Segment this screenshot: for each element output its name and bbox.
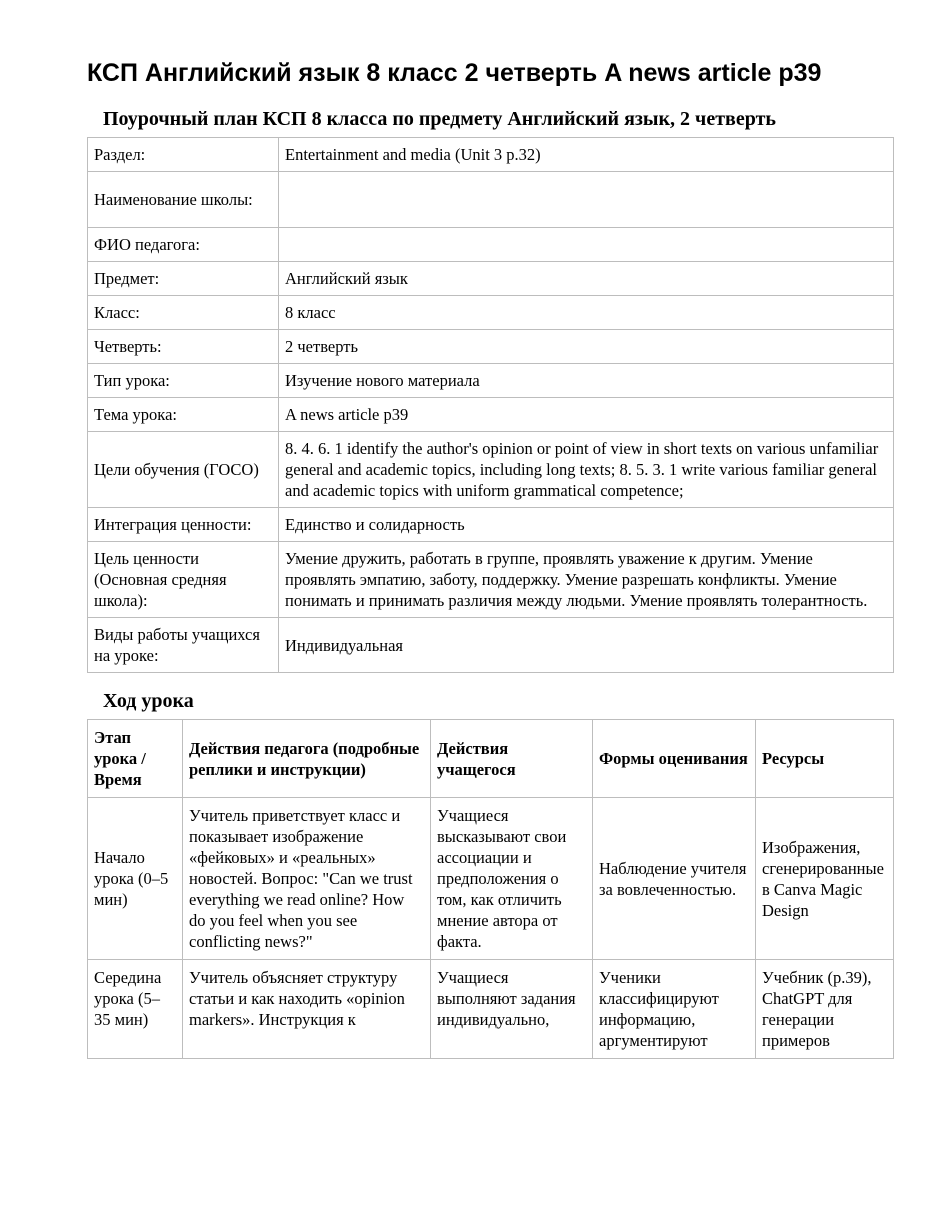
lesson-cell: Начало урока (0–5 мин) [88, 798, 183, 960]
info-label: Интеграция ценности: [88, 508, 279, 542]
info-label: Виды работы учащихся на уроке: [88, 618, 279, 673]
info-value: Единство и солидарность [279, 508, 894, 542]
info-row [88, 508, 894, 542]
info-value: Индивидуальная [279, 618, 894, 673]
lesson-cell: Учитель приветствует класс и показывает изображение «фейковых» и «реальных» новостей. Вопрос: "Can we trust everything we read online? How do you feel when you see conflicting news?" [183, 798, 431, 960]
info-value: 8 класс [279, 296, 894, 330]
info-row [88, 542, 894, 618]
info-value: 8. 4. 6. 1 identify the author's opinion or point of view in short texts on various unfamiliar general and academic topics, including long texts; 8. 5. 3. 1 write various familiar general and academic topics with uniform grammatical competence; [279, 432, 894, 508]
plan-title: Поурочный план КСП 8 класса по предмету Английский язык, 2 четверть [103, 108, 776, 130]
info-row [88, 172, 894, 228]
lesson-table [87, 719, 894, 1059]
info-row [88, 398, 894, 432]
info-value [279, 228, 894, 262]
info-row [88, 262, 894, 296]
info-value: Умение дружить, работать в группе, проявлять уважение к другим. Умение проявлять эмпатию, заботу, поддержку. Умение разрешать конфликты. Умение понимать и принимать различия между людьми. Умение проявлять толерантность. [279, 542, 894, 618]
lesson-title: Ход урока [103, 690, 194, 712]
lesson-cell: Наблюдение учителя за вовлеченностью. [593, 798, 756, 960]
lesson-header-cell: Этап урока / Время [88, 720, 183, 798]
info-label: Цель ценности (Основная средняя школа): [88, 542, 279, 618]
info-value: 2 четверть [279, 330, 894, 364]
info-label: Тип урока: [88, 364, 279, 398]
info-label: Четверть: [88, 330, 279, 364]
info-row [88, 618, 894, 673]
lesson-cell: Ученики классифицируют информацию, аргументируют [593, 960, 756, 1059]
lesson-cell: Учащиеся выполняют задания индивидуально, [431, 960, 593, 1059]
info-label: Цели обучения (ГОСО) [88, 432, 279, 508]
lesson-cell: Учебник (р.39), ChatGPT для генерации примеров [756, 960, 894, 1059]
info-label: Тема урока: [88, 398, 279, 432]
lesson-row [88, 798, 894, 960]
lesson-row [88, 960, 894, 1059]
info-row [88, 296, 894, 330]
lesson-cell: Середина урока (5–35 мин) [88, 960, 183, 1059]
lesson-header-cell: Ресурсы [756, 720, 894, 798]
info-label: Класс: [88, 296, 279, 330]
info-table [87, 137, 894, 673]
info-label: Наименование школы: [88, 172, 279, 228]
info-label: Раздел: [88, 138, 279, 172]
info-row [88, 228, 894, 262]
info-value [279, 172, 894, 228]
lesson-cell: Изображения, сгенерированные в Canva Magic Design [756, 798, 894, 960]
document-title: КСП Английский язык 8 класс 2 четверть A news article p39 [87, 59, 822, 87]
lesson-cell: Учащиеся высказывают свои ассоциации и предположения о том, как отличить мнение автора от факта. [431, 798, 593, 960]
info-row [88, 432, 894, 508]
document-page [87, 58, 893, 1059]
info-row [88, 364, 894, 398]
lesson-cell: Учитель объясняет структуру статьи и как находить «opinion markers». Инструкция к [183, 960, 431, 1059]
info-value: Английский язык [279, 262, 894, 296]
info-value: Изучение нового материала [279, 364, 894, 398]
lesson-header-cell: Действия учащегося [431, 720, 593, 798]
info-value: A news article p39 [279, 398, 894, 432]
info-row [88, 138, 894, 172]
info-value: Entertainment and media (Unit 3 p.32) [279, 138, 894, 172]
info-row [88, 330, 894, 364]
lesson-header-row [88, 720, 894, 798]
info-label: ФИО педагога: [88, 228, 279, 262]
lesson-header-cell: Формы оценивания [593, 720, 756, 798]
info-label: Предмет: [88, 262, 279, 296]
lesson-header-cell: Действия педагога (подробные реплики и инструкции) [183, 720, 431, 798]
